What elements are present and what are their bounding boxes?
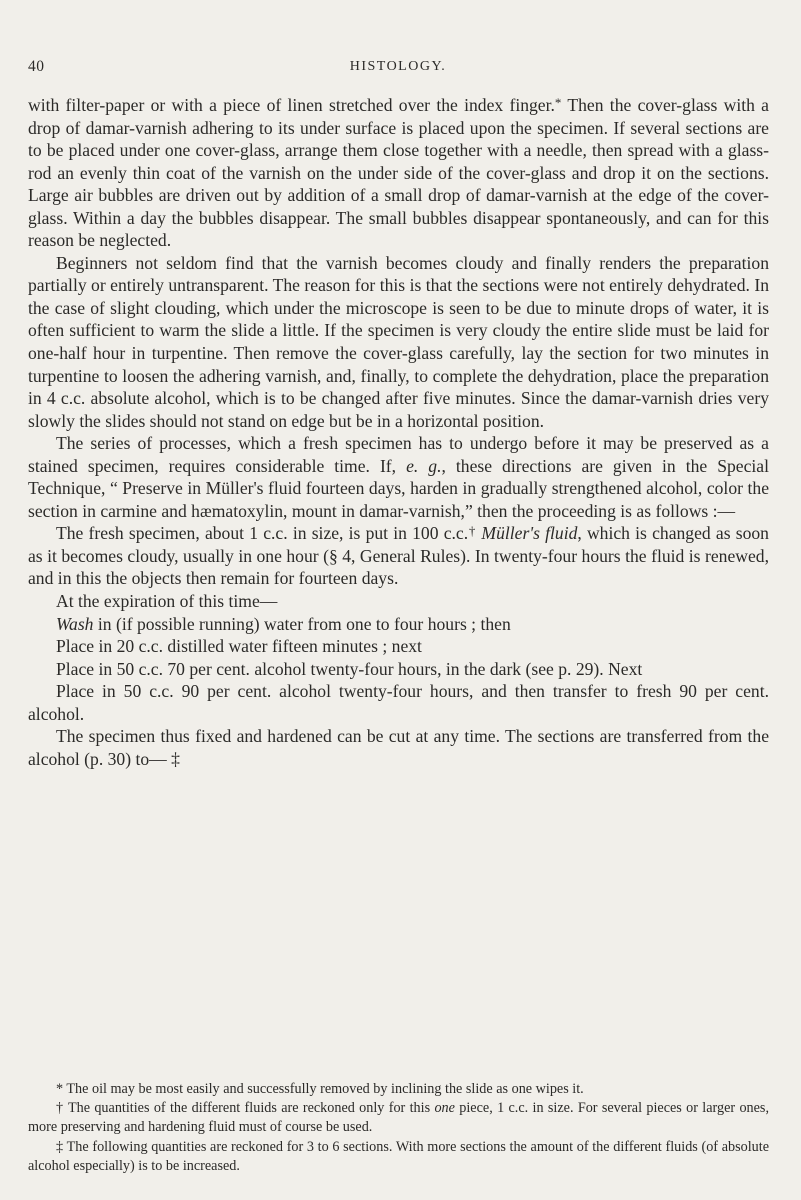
paragraph-mounting: with filter-paper or with a piece of linen stretched over the index finger.* Then the cover-glass with a drop of damar-varnish adhering to its under surface is placed upon the specimen. If several sections are to be placed under one cover-glass, arrange them close together with a needle, then spread with a glass-rod an evenly thin coat of the varnish on the under side of the cover-glass and drop it on the sections. Large air bubbles are driven out by addition of a small drop of damar-varnish at the edge of the cover-glass. Within a day the bubbles disappear. The small bubbles disappear spontaneously, and can for this reason be neglected. (28, 95, 769, 251)
running-title: HISTOLOGY. (349, 59, 447, 74)
paragraph-wash: Wash in (if possible running) water from one to four hours ; then (56, 613, 511, 634)
footnote-double-dagger: ‡ The following quantities are reckoned for 3 to 6 sections. With more sections the amount of the different fluids (of absolute alcohol especially) is to be increased. (28, 1138, 769, 1174)
page-header (28, 58, 768, 82)
paragraph-fresh-specimen: The fresh specimen, about 1 c.c. in size, is put in 100 c.c.† Müller's fluid, which is changed as soon as it becomes cloudy, usually in one hour (§ 4, General Rules). In twenty-four hours the fluid is renewed, and in this the objects then remain for fourteen days. (28, 523, 769, 589)
footnote-dagger: † The quantities of the different fluids are reckoned only for this one piece, 1 c.c. in size. For several pieces or larger ones, more preserving and hardening fluid must of course be used. (28, 1100, 769, 1136)
page-number: 40 (28, 58, 45, 75)
footnote-asterisk: * The oil may be most easily and successfully removed by inclining the slide as one wipes it. (56, 1081, 584, 1097)
paragraph-sections-transferred: The specimen thus fixed and hardened can be cut at any time. The sections are transferred from the alcohol (p. 30) to— ‡ (28, 726, 769, 769)
italic-eg: e. g. (406, 455, 442, 476)
footnote-ref-dagger: † (468, 523, 477, 539)
paragraph-90-percent-alcohol: Place in 50 c.c. 90 per cent. alcohol twenty-four hours, and then transfer to fresh 90 per cent. alcohol. (28, 681, 769, 724)
footnotes (28, 1080, 769, 1176)
paragraph-expiration: At the expiration of this time— (56, 591, 278, 612)
italic-mullers-fluid: Müller's fluid (476, 523, 578, 544)
footnote-ref-double-dagger: ‡ (171, 748, 180, 769)
italic-wash: Wash (56, 613, 94, 634)
paragraph-distilled-water: Place in 20 c.c. distilled water fifteen minutes ; next (56, 636, 422, 657)
italic-one: one (434, 1100, 455, 1117)
footnote-ref-asterisk: * (554, 95, 562, 110)
paragraph-cloudy-varnish: Beginners not seldom find that the varnish becomes cloudy and finally renders the preparation partially or entirely untransparent. The reason for this is that the sections were not entirely dehydrated. In the case of slight clouding, which under the microscope is seen to be due to minute drops of water, it is often sufficient to warm the slide a little. If the specimen is very cloudy the entire slide must be laid for one-half hour in turpentine. Then remove the cover-glass carefully, lay the section for two minutes in turpentine to loosen the adhering varnish, and, finally, to complete the dehydration, place the preparation in 4 c.c. absolute alcohol, which is to be changed after five minutes. Since the damar-varnish dries very slowly the slides should not stand on edge but be in a horizontal position. (28, 252, 769, 431)
paragraph-series-of-processes: The series of processes, which a fresh specimen has to undergo before it may be preserved as a stained specimen, requires considerable time. If, e. g., these directions are given in the Special Technique, “ Preserve in Müller's fluid fourteen days, harden in gradually strengthened alcohol, color the section in carmine and hæmatoxylin, mount in damar-varnish,” then the proceeding is as follows :— (28, 433, 770, 521)
paragraph-70-percent-alcohol: Place in 50 c.c. 70 per cent. alcohol twenty-four hours, in the dark (see p. 29). Next (56, 658, 643, 679)
body-text (28, 94, 769, 770)
